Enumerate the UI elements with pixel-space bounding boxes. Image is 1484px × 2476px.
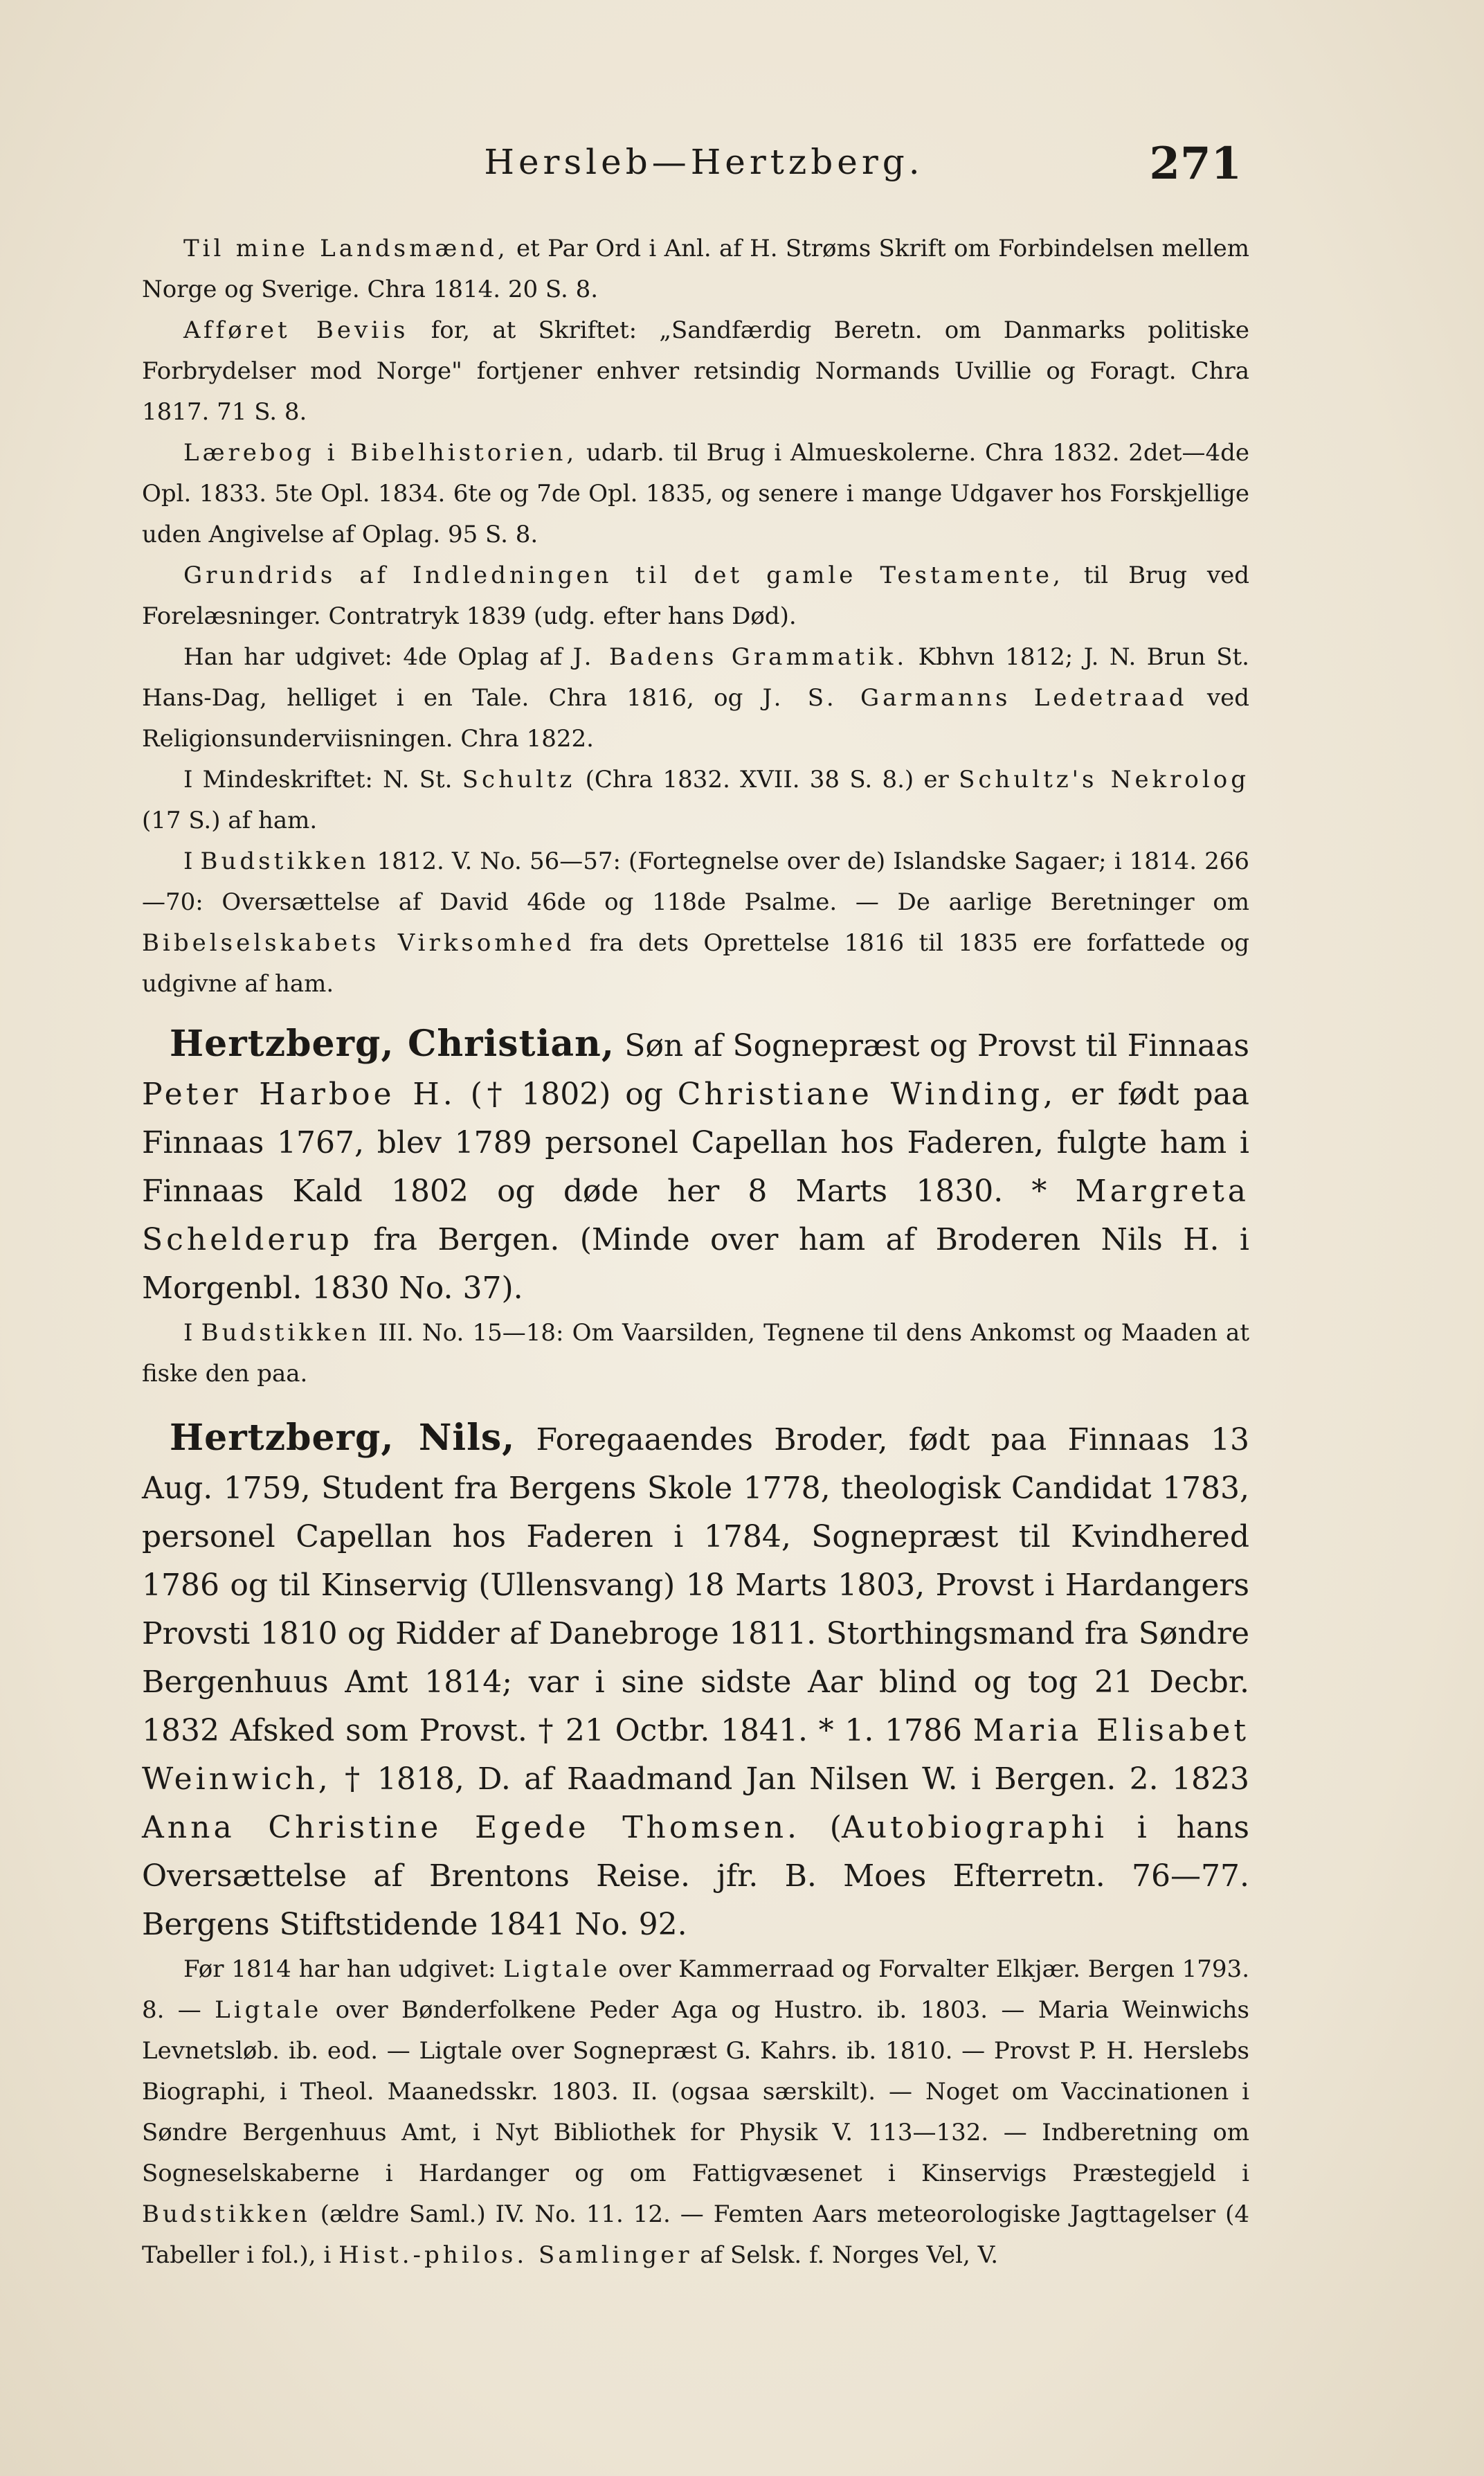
text-run: over Bønderfolkene Peder Aga og Hustro. ib. 1803. — Maria Weinwichs Levnetsløb. ib. eod. — Ligtale over Sognepræst G. Kahrs. ib. 1810. — Provst P. H. Herslebs Biographi, i Theol. Maanedsskr. 1803. II. (ogsaa særskilt). — Noget om Vaccinationen i Søndre Bergenhuus Amt, i Nyt Bibliothek for Physik V. 113—132. — Indberetning om Sogneselskaberne i Hardanger og om Fattigvæsenet i Kinservigs Præstegjeld i <box>142 1996 1249 2187</box>
text-run: (17 S.) af ham. <box>142 807 318 834</box>
text-run: Foregaaendes Broder, født paa Finnaas 13 Aug. 1759, Student fra Bergens Skole 1778, theologisk Candidat 1783, personel Capellan hos Faderen i 1784, Sognepræst til Kvindhered 1786 og til Kinservig (Ullensvang) 18 Marts 1803, Provst i Hardangers Provsti 1810 og Ridder af Danebroge 1811. Storthingsmand fra Søndre Bergenhuus Amt 1814; var i sine sidste Aar blind og tog 21 Decbr. 1832 Afsked som Provst. † 21 Octbr. 1841. * 1. 1786 <box>142 1422 1249 1748</box>
text-run: † 1818, D. af Raadmand Jan Nilsen W. i Bergen. 2. 1823 <box>331 1761 1249 1797</box>
text-run: (Chra 1832. XVII. 38 S. 8.) er <box>575 766 959 793</box>
spaced-title: Budstikken <box>201 1319 370 1347</box>
spaced-title: Ligtale <box>503 1955 611 1983</box>
text-run: over Kammerraad og Forvalter Elkjær. Bergen 1793. 8. — <box>142 1955 1249 2024</box>
hersleb-work-4 <box>142 555 1249 637</box>
text-run: ( <box>800 1810 842 1845</box>
spaced-title: Ligtale <box>215 1996 323 2024</box>
work-details: udarb. til Brug i Almueskolerne. Chra 1832. 2det—4de Opl. 1833. 5te Opl. 1834. 6te og 7de Opl. 1835, og senere i mange Udgaver hos Forskjellige uden Angivelse af Oplag. 95 S. 8. <box>142 439 1250 548</box>
text-run: I <box>183 1319 201 1347</box>
text-run: fra Bergen. (Minde over ham af Broderen Nils H. i Morgenbl. 1830 No. 37). <box>142 1222 1249 1306</box>
text-run: Søn af Sognepræst og Provst til Finnaas <box>614 1028 1249 1064</box>
spaced-title: J. S. Garmanns Ledetraad <box>762 684 1188 712</box>
text-run: († 1802) og <box>455 1077 678 1112</box>
spaced-title: J. Badens Grammatik. <box>572 643 908 671</box>
page-body <box>142 228 1249 2276</box>
spaced-title: Budstikken <box>200 847 370 875</box>
text-run: i hans Oversættelse af Brentons Reise. jfr. B. Moes Efterretn. 76—77. Bergens Stiftstidende 1841 No. 92. <box>142 1810 1249 1942</box>
hersleb-edited-works <box>142 637 1249 760</box>
spaced-title: Bibelselskabets Virksomhed <box>142 929 575 957</box>
text-run: fra dets Oprettelse 1816 til 1835 ere forfattede og udgivne af ham. <box>142 929 1249 998</box>
text-run: 1812. V. No. 56—57: (Fortegnelse over de) Islandske Sagaer; i 1814. 266—70: Oversættelse af David 46de og 118de Psalme. — De aarlige Beretninger om <box>142 847 1249 916</box>
hersleb-work-2 <box>142 310 1249 433</box>
hersleb-budstikken <box>142 841 1249 1005</box>
work-details: et Par Ord i Anl. af H. Strøms Skrift om Forbindelsen mellem Norge og Sverige. Chra 1814. 20 S. 8. <box>142 235 1249 303</box>
running-head: Hersleb—Hertzberg. <box>484 142 924 182</box>
text-run: er født paa Finnaas 1767, blev 1789 personel Capellan hos Faderen, fulgte ham i Finnaas Kald 1802 og døde her 8 Marts 1830. * <box>142 1077 1249 1209</box>
spaced-name: Anna Christine Egede Thomsen. <box>142 1810 801 1845</box>
spaced-title: Budstikken <box>142 2200 311 2228</box>
page-header <box>166 138 1242 190</box>
text-run: Han har udgivet: 4de Oplag af <box>183 643 573 671</box>
spaced-name: Christiane Winding, <box>677 1077 1057 1112</box>
text-run: I <box>183 847 201 875</box>
text-run: ved Religionsunderviisningen. Chra 1822. <box>142 684 1249 753</box>
nils-works <box>142 1949 1249 2276</box>
work-details: til Brug ved Forelæsninger. Contratryk 1839 (udg. efter hans Død). <box>142 562 1250 630</box>
text-run: Før 1814 har han udgivet: <box>183 1955 504 1983</box>
spaced-name: Schultz <box>462 766 576 793</box>
hersleb-work-1 <box>142 228 1249 310</box>
text-run: (ældre Saml.) IV. No. 11. 12. — Femten Aars meteorologiske Jagttagelser (4 Tabeller i fol.), i <box>142 2200 1249 2269</box>
hersleb-memorial <box>142 760 1249 841</box>
spaced-name: Margreta Schelderup <box>142 1174 1249 1257</box>
headword: Hertzberg, Christian, <box>170 1023 615 1065</box>
work-title: Til mine Landsmænd, <box>183 235 509 262</box>
work-details: for, at Skriftet: „Sandfærdig Beretn. om Danmarks politiske Forbrydelser mod Norge" fortjener enhver retsindig Normands Uvillie og Foragt. Chra 1817. 71 S. 8. <box>142 316 1249 426</box>
work-title: Lærebog i Bibelhistorien, <box>183 439 578 467</box>
text-run: Kbhvn 1812; J. N. Brun St. Hans-Dag, helliget i en Tale. Chra 1816, og <box>142 643 1249 712</box>
spaced-title: Hist.-philos. Samlinger <box>338 2241 693 2269</box>
text-run: III. No. 15—18: Om Vaarsilden, Tegnene til dens Ankomst og Maaden at fiske den paa. <box>142 1319 1249 1388</box>
work-title: Afføret Beviis <box>183 316 409 344</box>
headword: Hertzberg, Nils, <box>170 1417 516 1459</box>
spaced-title: Autobiographi <box>841 1810 1107 1845</box>
spaced-name: Peter Harboe H. <box>142 1077 456 1112</box>
work-title: Grundrids af Indledningen til det gamle Testamente, <box>183 562 1064 589</box>
entry-christian-hertzberg <box>142 1020 1249 1313</box>
entry-nils-hertzberg <box>142 1414 1249 1949</box>
text-run: af Selsk. f. Norges Vel, V. <box>692 2241 999 2269</box>
christian-budstikken <box>142 1313 1249 1394</box>
hersleb-work-3 <box>142 433 1249 555</box>
spaced-title: Schultz's Nekrolog <box>959 766 1249 793</box>
text-run: I Mindeskriftet: N. St. <box>183 766 462 793</box>
page-number: 271 <box>1149 138 1242 190</box>
spaced-name: Maria Elisabet Weinwich, <box>142 1713 1249 1797</box>
